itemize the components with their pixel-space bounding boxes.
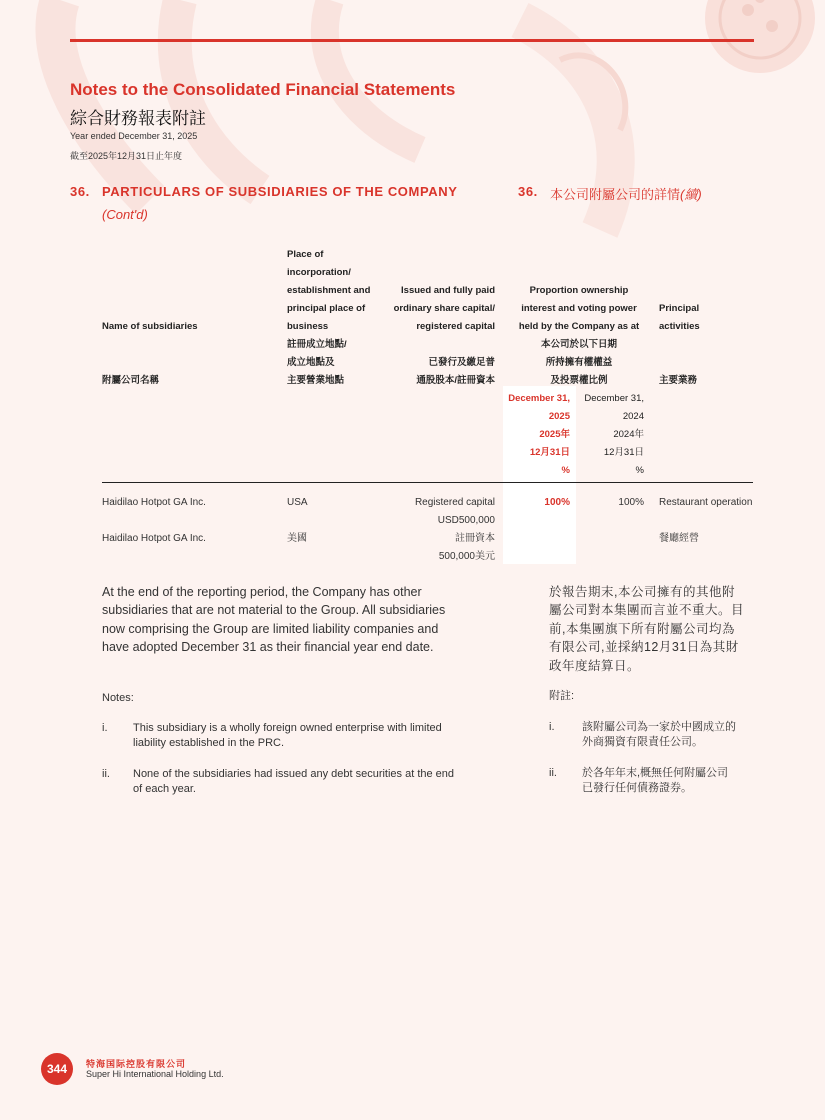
section-title-cn: 本公司附屬公司的詳情(續) bbox=[550, 187, 702, 202]
page-number: 344 bbox=[46, 1062, 68, 1076]
table-header-rule bbox=[102, 482, 753, 483]
header-capital: Issued and fully paid ordinary share capital/ registered capital 已發行及繳足普 通股股本/註冊資本 bbox=[393, 285, 495, 386]
header-place: Place of incorporation/ establishment and principal place of business 註冊成立地點/ 成立地點及 主要營業地點 bbox=[287, 249, 371, 386]
header-2024: December 31, 2024 2024年 12月31日 % bbox=[584, 393, 644, 476]
note-2-text: None of the subsidiaries had issued any debt securities at the end of each year. bbox=[133, 768, 455, 795]
header-activities: Principal activities bbox=[659, 303, 700, 332]
page-title: Notes to the Consolidated Financial Statements bbox=[70, 80, 456, 99]
period-cn: 截至2025年12月31日止年度 bbox=[70, 151, 183, 161]
row-place: USA bbox=[287, 497, 308, 508]
row-activity: Restaurant operation bbox=[659, 497, 753, 508]
period: Year ended December 31, 2025 bbox=[70, 131, 198, 141]
header-2025: December 31, 2025 2025年 12月31日 % bbox=[508, 393, 570, 476]
note-2-text-cn: 於各年年末,概無任何附屬公司 已發行任何債務證券。 bbox=[582, 767, 729, 794]
paragraph-en: At the end of the reporting period, the Company has other subsidiaries that are not material to the Group. All subsidiaries now comprising the Group are limited liability companies and have adopted December 31 as their financial year end date. bbox=[102, 585, 446, 655]
page-number-badge bbox=[41, 1053, 73, 1085]
row-capital: Registered capital USD500,000 bbox=[414, 497, 495, 526]
section-number-cn: 36. bbox=[518, 184, 538, 199]
section-title: PARTICULARS OF SUBSIDIARIES OF THE COMPANY bbox=[102, 184, 458, 199]
row-2024: 100% bbox=[618, 497, 644, 508]
footer-company-cn: 特海国际控股有限公司 bbox=[86, 1059, 187, 1069]
top-rule bbox=[70, 39, 754, 42]
note-1-text: This subsidiary is a wholly foreign owned enterprise with limited liability established in the PRC. bbox=[133, 722, 442, 749]
footer-company: Super Hi International Holding Ltd. bbox=[86, 1069, 224, 1079]
header-proportion: Proportion ownership interest and voting power held by the Company as at 本公司於以下日期 所持擁有權權益 及投票權比例 bbox=[518, 285, 640, 386]
section-number: 36. bbox=[70, 184, 90, 199]
section-contd: (Cont'd) bbox=[102, 207, 148, 222]
header-name: Name of subsidiaries bbox=[102, 321, 198, 332]
page-title-cn: 綜合財務報表附註 bbox=[70, 109, 206, 128]
row-place-cn: 美國 bbox=[287, 533, 307, 544]
row-capital-cn: 註冊資本 500,000美元 bbox=[438, 533, 495, 562]
note-2-number-cn: ii. bbox=[549, 767, 557, 779]
row-name: Haidilao Hotpot GA Inc. bbox=[102, 497, 206, 508]
note-1-number-cn: i. bbox=[549, 721, 555, 733]
header-activities-cn: 主要業務 bbox=[659, 375, 698, 386]
note-1-text-cn: 該附屬公司為一家於中國成立的 外商獨資有限責任公司。 bbox=[582, 721, 736, 748]
paragraph-cn: 於報告期末,本公司擁有的其他附 屬公司對本集團而言並不重大。目 前,本集團旗下所有附屬公司均為 有限公司,並採納12月31日為其財 政年度結算日。 bbox=[549, 585, 745, 673]
notes-label: Notes: bbox=[102, 692, 134, 704]
row-2025: 100% bbox=[544, 497, 570, 508]
row-activity-cn: 餐廳經營 bbox=[659, 533, 699, 544]
header-name-cn: 附屬公司名稱 bbox=[102, 375, 160, 386]
note-2-number: ii. bbox=[102, 768, 110, 780]
note-1-number: i. bbox=[102, 722, 108, 734]
notes-label-cn: 附註: bbox=[549, 690, 575, 702]
row-name-cn: Haidilao Hotpot GA Inc. bbox=[102, 533, 206, 544]
